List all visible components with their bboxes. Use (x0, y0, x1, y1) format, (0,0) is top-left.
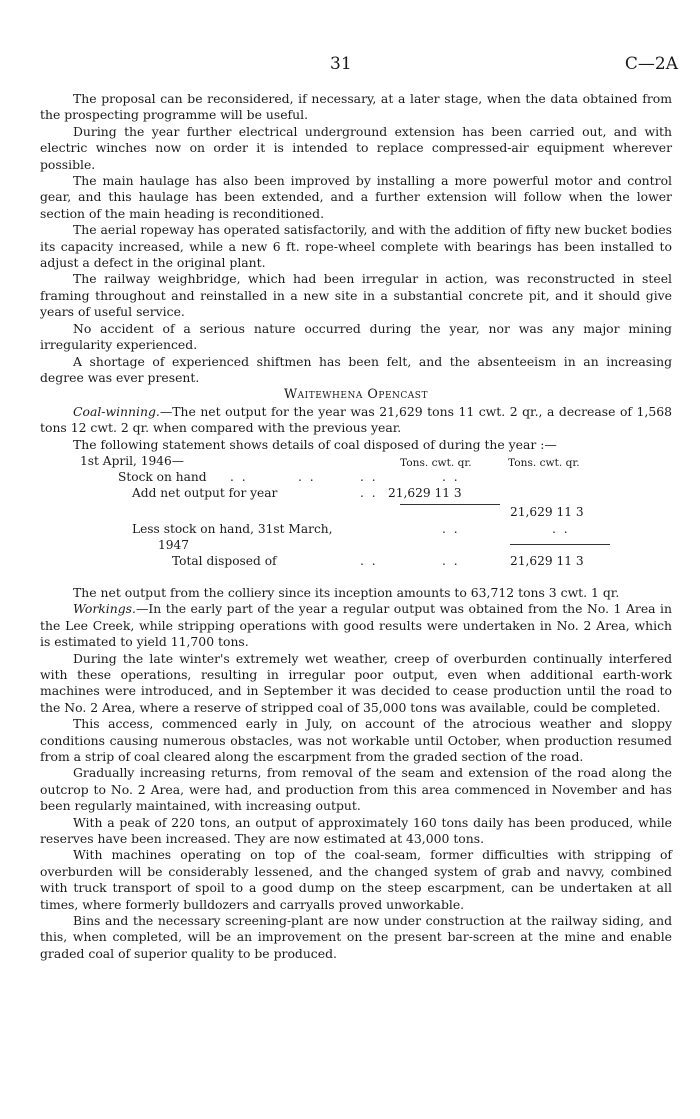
paragraph: The main haulage has also been improved by installing a more powerful motor and control gear, and this haulage has been extended, and a further extension will follow when the lower section of the main heading is reconditioned. (40, 173, 672, 221)
paragraph: Gradually increasing returns, from removal of the seam and extension of the road along the outcrop to No. 2 Area, were had, and production from this area commenced in November and has been regularly maintained, with increasing output. (40, 765, 672, 814)
body-text (40, 91, 672, 962)
paragraph: The railway weighbridge, which had been irregular in action, was reconstructed in steel framing throughout and reinstalled in a new site in a substantial concrete pit, and it should give years of useful service. (40, 271, 672, 320)
leader-dots: . . (442, 469, 460, 484)
workings-label: Workings. (73, 601, 136, 617)
paragraph: With machines operating on top of the coal-seam, former difficulties with stripping of overburden will be considerably lessened, and the changed system of grab and navvy, combined with truck transport of spoil to a good dump on the steep escarpment, can be undertaken at all times, where formerly bulldozers and carryalls proved unworkable. (40, 847, 672, 912)
subtotal-value: 21,629 11 3 (510, 504, 584, 519)
add-label: Add net output for year (132, 485, 278, 500)
paragraph: Bins and the necessary screening-plant are now under construction at the railway siding, and this, when completed, will be an improvement on the present bar-screen at the mine and enable graded coal of superior quality to be produced. (40, 913, 672, 961)
paragraph: The aerial ropeway has operated satisfactorily, and with the addition of fifty new bucket bodies its capacity increased, while a new 6 ft. rope-wheel complete with bearings has been installed to adjust a defect in the original plant. (40, 222, 673, 271)
add-value: 21,629 11 3 (388, 485, 462, 500)
paragraph: This access, commenced early in July, on account of the atrocious weather and sloppy conditions causing numerous obstacles, was not workable until October, when production resumed from a strip of coal cleared along the escarpment from the graded section of the road. (40, 716, 672, 764)
section-title: Waitewhena Opencast (284, 387, 428, 403)
less-label-1: Less stock on hand, 31st March, (132, 521, 333, 536)
rule-line (400, 504, 500, 505)
page-header (0, 54, 700, 76)
less-label-2: 1947 (158, 537, 190, 552)
leader-dots: . . (230, 469, 248, 484)
coal-winning-label: Coal-winning. (73, 403, 160, 419)
leader-dots: . . (552, 521, 570, 536)
net-output-paragraph: The net output from the colliery since its inception amounts to 63,712 tons 3 cwt. 1 qr. (73, 584, 620, 600)
leader-dots: . . (442, 521, 460, 536)
total-value: 21,629 11 3 (510, 553, 584, 568)
statement-intro: The following statement shows details of coal disposed of during the year :— (73, 436, 557, 452)
paragraph: With a peak of 220 tons, an output of approximately 160 tons daily has been produced, while reserves have been increased. They are now estimated at 43,000 tons. (40, 814, 672, 847)
coal-statement (40, 453, 672, 585)
coal-winning-paragraph (40, 404, 672, 437)
stock-label: Stock on hand (118, 469, 207, 484)
column-headers-1: Tons. cwt. qr. (400, 456, 472, 469)
rule-line (510, 544, 610, 545)
column-headers-2: Tons. cwt. qr. (508, 456, 580, 469)
workings-paragraph (40, 601, 672, 650)
leader-dots: . . (360, 485, 378, 500)
paragraph: The proposal can be reconsidered, if necessary, at a later stage, when the data obtained from the prospecting programme will be useful. (40, 91, 672, 123)
paragraph: No accident of a serious nature occurred during the year, nor was any major mining irregularity experienced. (40, 320, 672, 353)
leader-dots: . . (442, 553, 460, 568)
page-number: 31 (330, 54, 352, 74)
paragraph: During the year further electrical underground extension has been carried out, and with electric winches now on order it is intended to replace compressed-air equipment wherever possible. (40, 123, 672, 172)
total-label: Total disposed of (172, 553, 277, 568)
document-reference: C—2A (624, 54, 678, 74)
paragraph: During the late winter's extremely wet weather, creep of overburden continually interfered with these operations, resulting in irregular poor output, even when additional earth-work machines were introduced, and in September it was decided to cease production until the road to the No. 2 Area, where a reserve of stripped coal of 35,000 tons was available, could be completed. (40, 650, 672, 715)
leader-dots: . . (360, 553, 378, 568)
leader-dots: . . (360, 469, 378, 484)
leader-dots: . . (298, 469, 316, 484)
coal-winning-text: —The net output for the year was 21,629 tons 11 cwt. 2 qr., a decrease of 1,568 tons 12 cwt. 2 qr. when compared with the previous year. (40, 403, 672, 436)
workings-text: —In the early part of the year a regular output was obtained from the No. 1 Area in the Lee Creek, while stripping operations with good results were undertaken in No. 2 Area, which is estimated to yield 11,700 tons. (40, 601, 672, 650)
paragraph: A shortage of experienced shiftmen has been felt, and the absenteeism in an increasing degree was ever present. (40, 353, 672, 385)
statement-date: 1st April, 1946— (80, 453, 184, 468)
